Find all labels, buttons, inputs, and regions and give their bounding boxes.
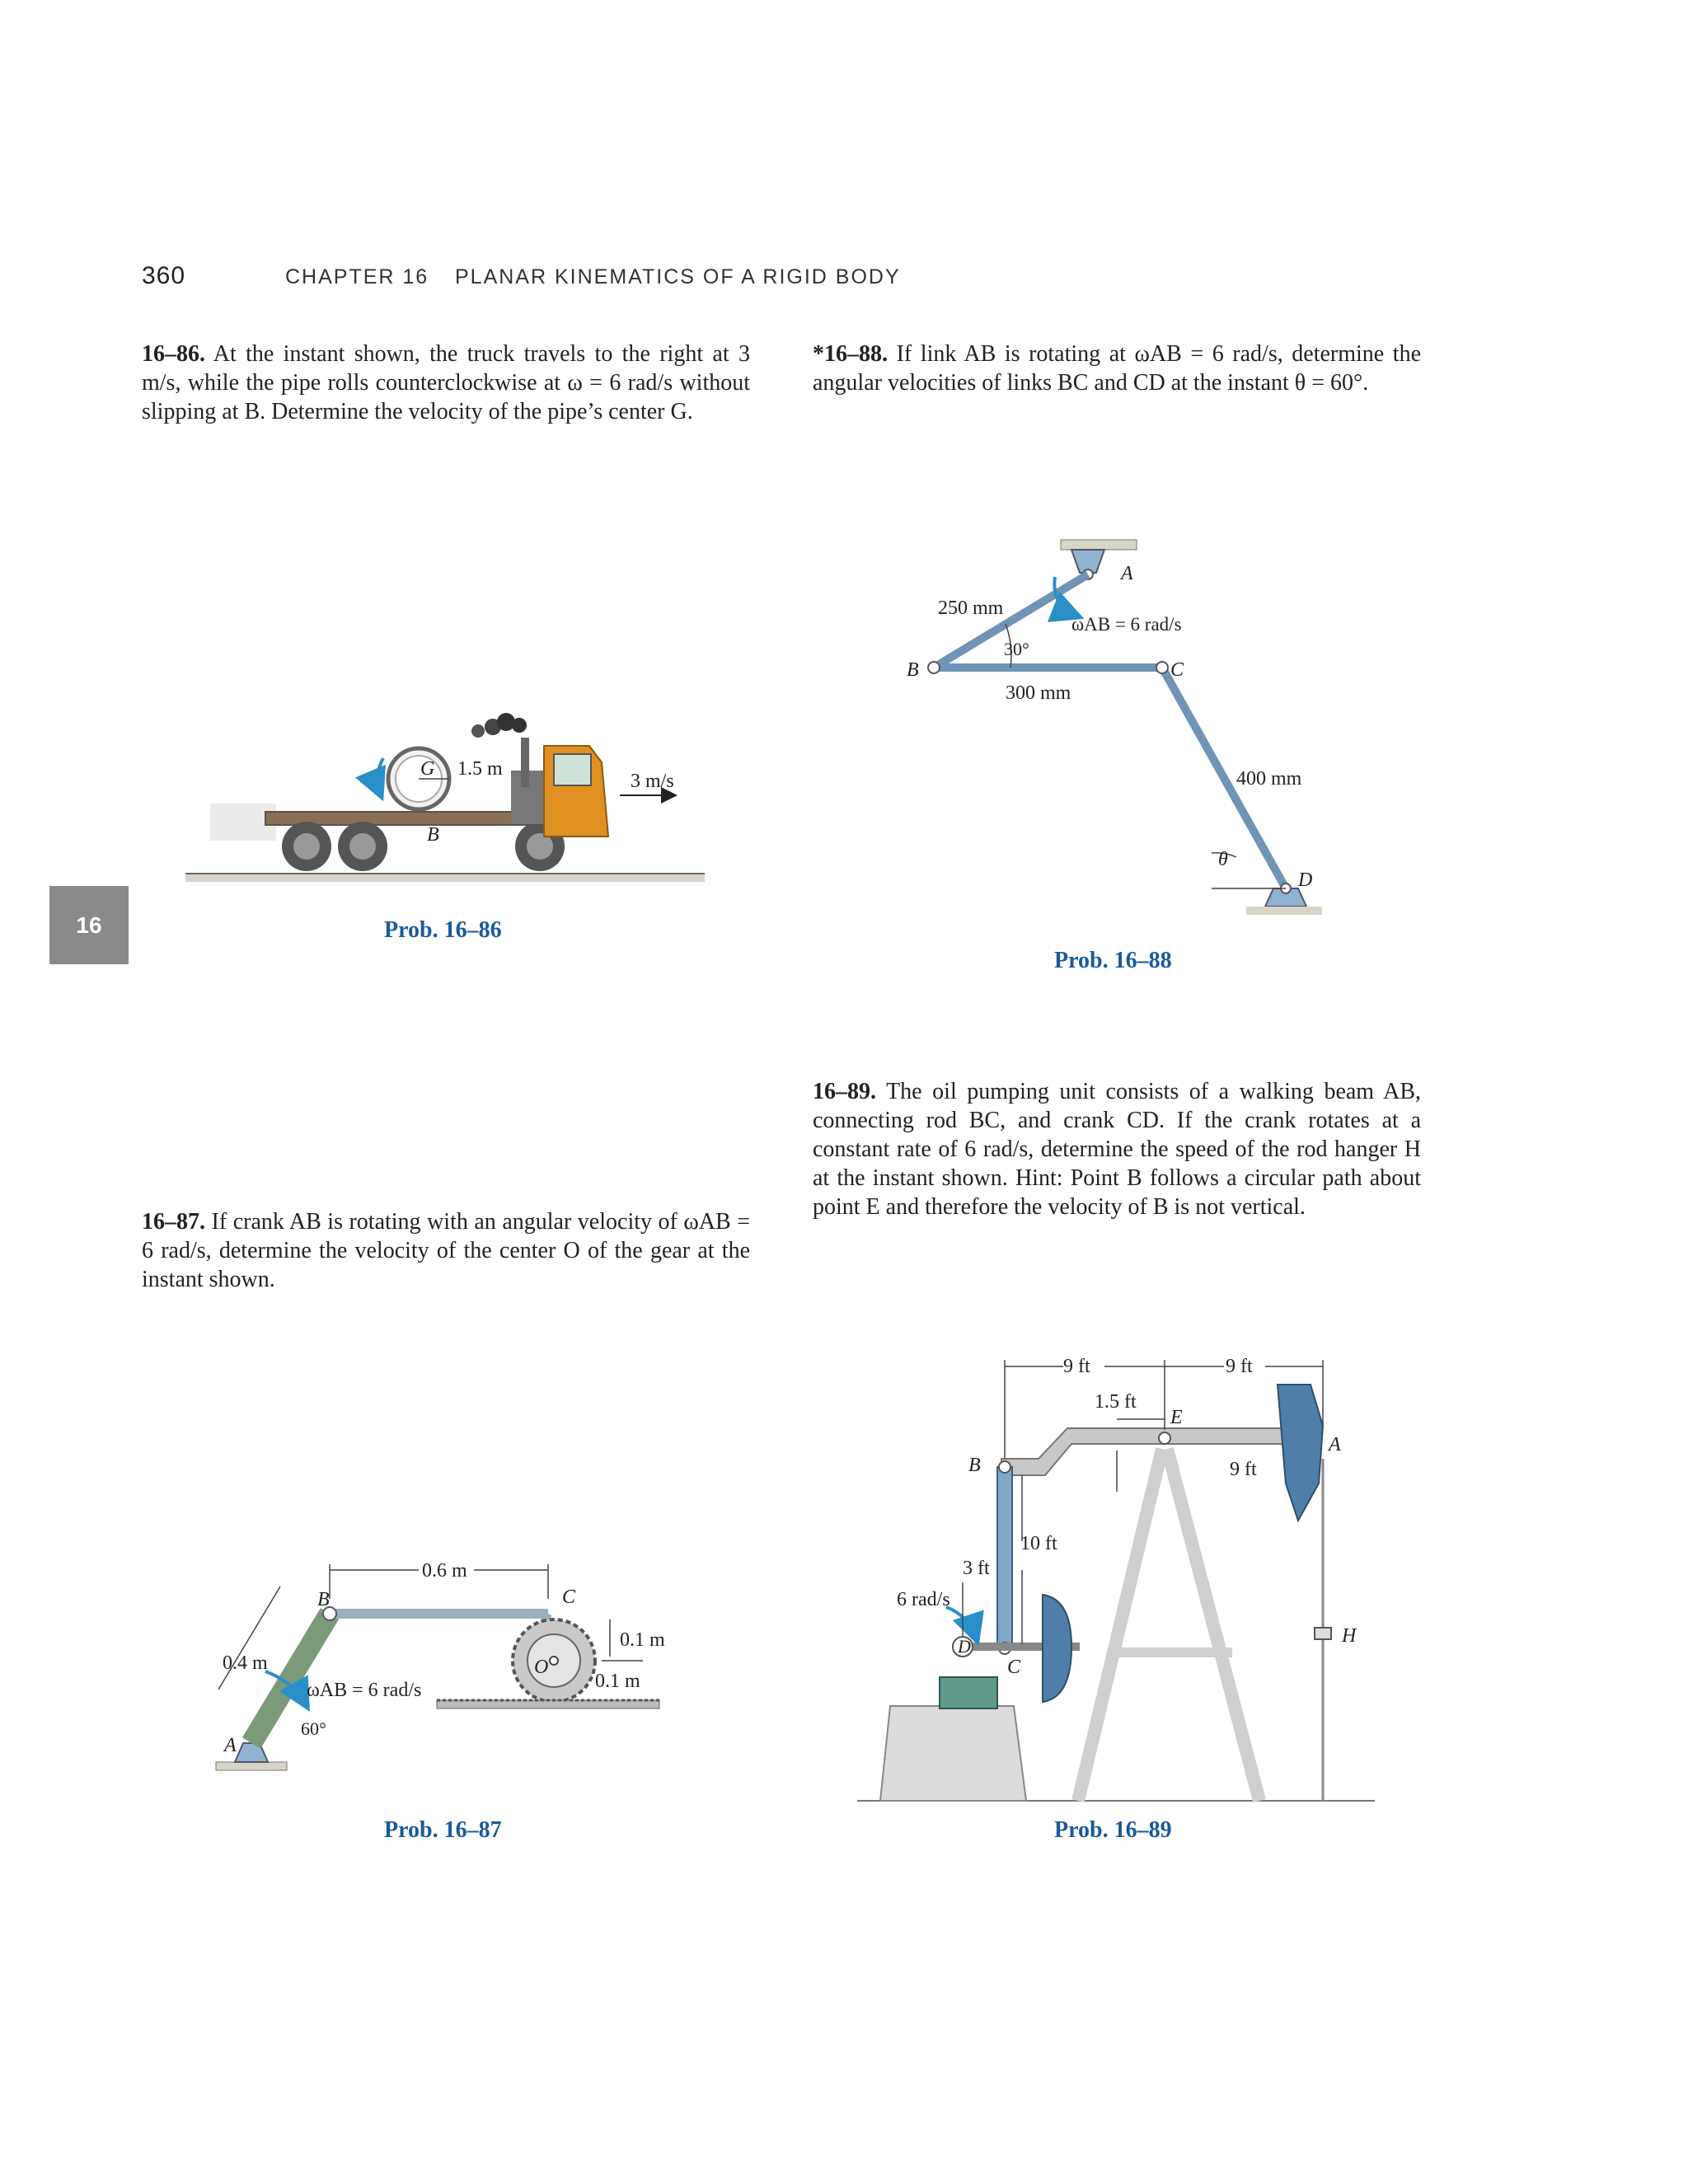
counterweight xyxy=(1043,1595,1071,1702)
pin-B xyxy=(928,662,940,673)
problem-text: The oil pumping unit consists of a walking beam AB, connecting rod BC, and crank CD. If the crank rotates at a constant rate of 6 rad/s, determine the speed of the rod hanger H at the instant shown. Hint: Point B follows a circular path about point E and therefore the velocity of B is not vertical. xyxy=(813,1079,1421,1220)
label-B: B xyxy=(968,1455,981,1476)
label-D: D xyxy=(1298,869,1313,891)
dim-9ft-left: 9 ft xyxy=(1063,1356,1090,1377)
problem-text: If crank AB is rotating with an angular velocity of ωAB = 6 rad/s, determine the velocity of the center O of the gear at the instant shown. xyxy=(142,1209,751,1292)
a-frame-leg xyxy=(1167,1449,1259,1801)
label-C: C xyxy=(1170,659,1184,681)
horse-head xyxy=(1278,1385,1323,1521)
chapter-title: PLANAR KINEMATICS OF A RIGID BODY xyxy=(455,265,901,288)
dim-gear-r2: 0.1 m xyxy=(595,1671,640,1692)
dim-ab: 0.4 m xyxy=(223,1652,268,1674)
problem-number: 16–89. xyxy=(813,1079,876,1104)
figure-16-86 xyxy=(185,713,705,882)
label-D: D xyxy=(958,1636,971,1657)
problem-number: *16–88. xyxy=(813,341,888,367)
dim-speed: 3 m/s xyxy=(631,771,674,792)
problem-text: If link AB is rotating at ωAB = 6 rad/s, determine the angular velocities of links BC and CD at the instant θ = 60°. xyxy=(813,341,1422,396)
label-B: B xyxy=(427,824,439,846)
figure-caption-16-88: Prob. 16–88 xyxy=(1054,948,1172,973)
problem-number: 16–87. xyxy=(142,1209,205,1235)
figure-16-88 xyxy=(907,540,1322,915)
a-frame-leg xyxy=(1078,1449,1162,1801)
dim-bc: 300 mm xyxy=(1006,682,1071,704)
angle-label: 60° xyxy=(301,1718,326,1739)
chapter-side-tab: 16 xyxy=(49,886,129,964)
dim-3ft: 3 ft xyxy=(963,1558,990,1579)
label-C: C xyxy=(562,1586,576,1608)
figure-16-89 xyxy=(857,1356,1375,1801)
pin-O xyxy=(550,1657,558,1665)
label-E: E xyxy=(1170,1407,1183,1428)
dim-10ft: 10 ft xyxy=(1020,1533,1057,1554)
exhaust-stack xyxy=(521,738,529,787)
dim-cd: 400 mm xyxy=(1236,768,1302,790)
pin-E xyxy=(1159,1432,1170,1444)
dim-ab: 250 mm xyxy=(938,598,1004,619)
connecting-rod-BC xyxy=(997,1467,1012,1648)
page-number: 360 xyxy=(142,262,186,289)
theta-label: θ xyxy=(1218,849,1228,870)
motor xyxy=(940,1677,997,1708)
omega-label: ωAB = 6 rad/s xyxy=(307,1680,422,1701)
figure-caption-16-89: Prob. 16–89 xyxy=(1054,1817,1172,1843)
pin-B xyxy=(999,1461,1010,1473)
label-A: A xyxy=(1329,1434,1341,1455)
dim-gear-r1: 0.1 m xyxy=(620,1629,665,1651)
problem-number: 16–86. xyxy=(142,341,205,367)
rotation-arrow xyxy=(377,758,383,795)
label-O: O xyxy=(534,1657,549,1678)
figure-16-87 xyxy=(216,1560,665,1770)
angle-label: 30° xyxy=(1004,639,1029,659)
problem-text: At the instant shown, the truck travels to the right at 3 m/s, while the pipe rolls counterclockwise at ω = 6 rad/s without slipping at B. Determine the velocity of the pipe’s center G. xyxy=(142,341,751,424)
dim-9ft-right: 9 ft xyxy=(1226,1356,1253,1377)
omega-label: ωAB = 6 rad/s xyxy=(1071,614,1182,635)
concrete-base xyxy=(880,1706,1026,1801)
label-H: H xyxy=(1342,1625,1357,1647)
label-G: G xyxy=(420,758,435,780)
dim-9ft-head: 9 ft xyxy=(1230,1459,1257,1480)
pin-C xyxy=(1156,662,1168,673)
figure-caption-16-86: Prob. 16–86 xyxy=(384,917,502,943)
figure-caption-16-87: Prob. 16–87 xyxy=(384,1817,502,1843)
chapter-label: CHAPTER 16 xyxy=(285,265,429,288)
label-B: B xyxy=(317,1589,330,1610)
ground xyxy=(185,874,705,882)
dim-bc: 0.6 m xyxy=(422,1560,467,1582)
omega-label: 6 rad/s xyxy=(897,1589,950,1610)
hanger-H xyxy=(1315,1628,1331,1639)
dim-radius: 1.5 m xyxy=(457,758,503,780)
label-A: A xyxy=(1121,563,1133,584)
dim-1-5ft: 1.5 ft xyxy=(1095,1391,1137,1413)
label-A: A xyxy=(224,1735,237,1756)
label-C: C xyxy=(1007,1657,1021,1678)
rotation-arrow xyxy=(946,1607,977,1640)
label-B: B xyxy=(907,659,919,681)
pin-support-A xyxy=(235,1743,268,1762)
